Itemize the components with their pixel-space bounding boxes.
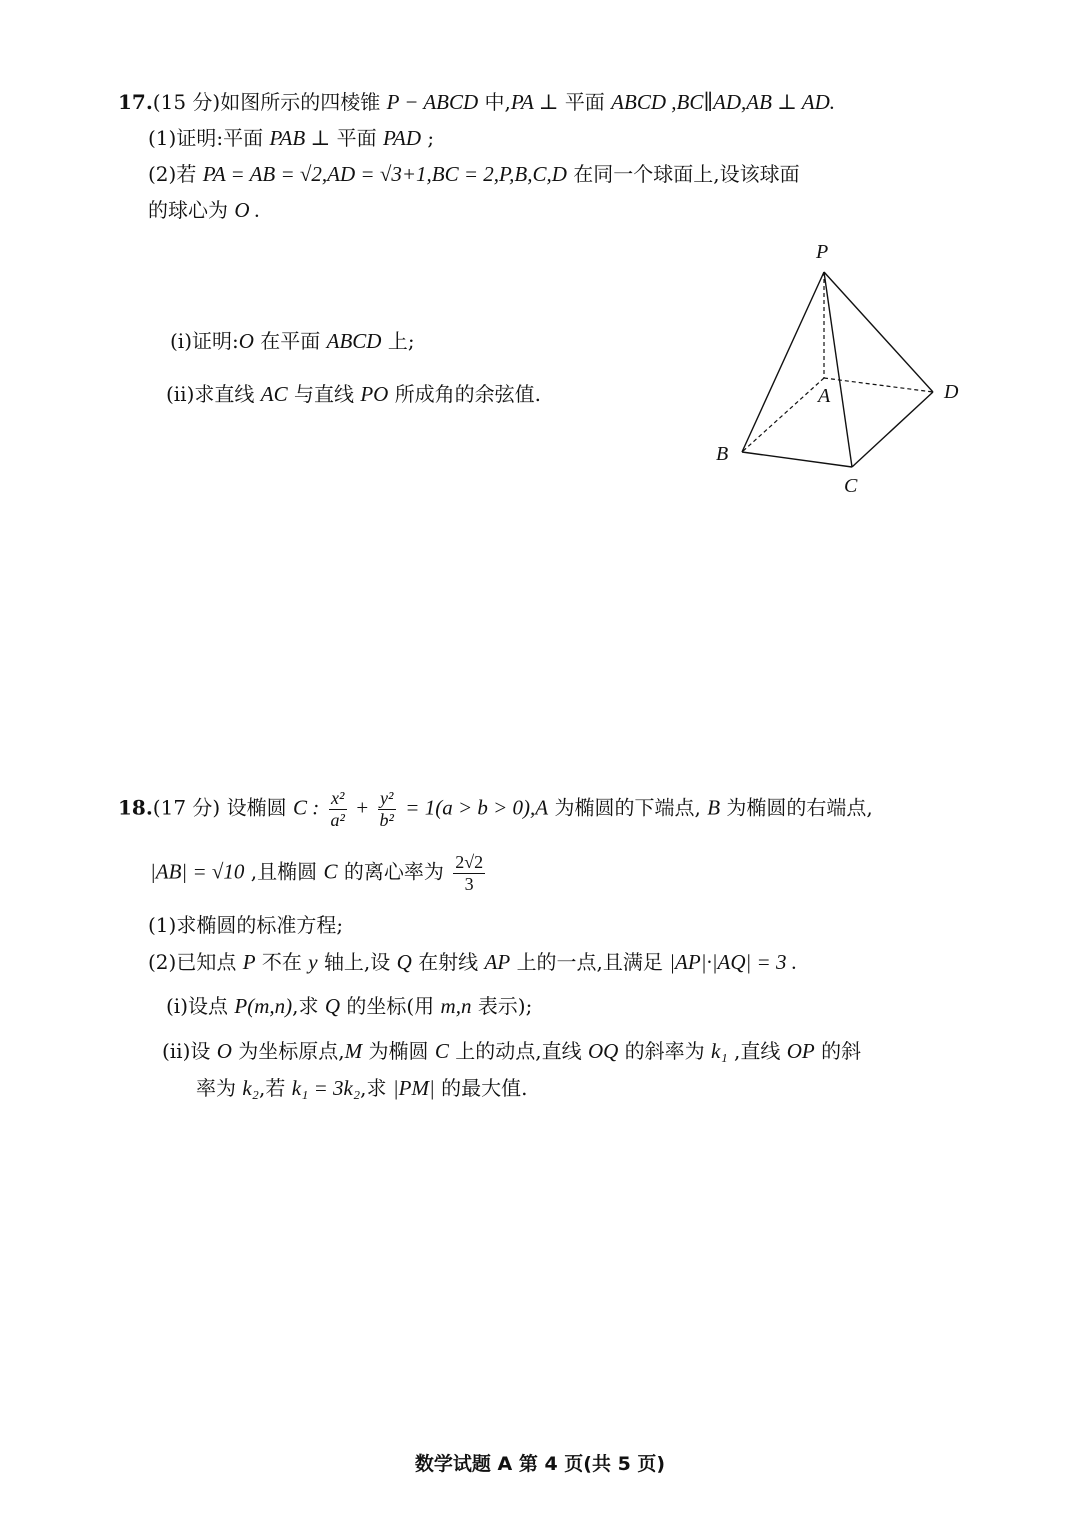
label-D: D — [944, 381, 959, 403]
q17-pii-label: (ⅱ)求直线 — [166, 382, 255, 406]
page-footer: 数学试题 A 第 4 页(共 5 页) — [414, 1453, 666, 1475]
q18-pii2-k2: k₂ — [242, 1076, 259, 1100]
q18-C: C — [323, 859, 338, 884]
q18-pi-mn: m,n — [440, 994, 472, 1018]
q18-pii-k1: k₁ — [711, 1039, 728, 1063]
q18-pii-M: M — [344, 1039, 363, 1063]
q18-pi-Q: Q — [324, 994, 340, 1018]
q17-p1-m2: PAD — [382, 126, 422, 150]
q18-pii2-t3: ,求 — [360, 1076, 387, 1100]
frac-den-a: a² — [330, 809, 345, 830]
q18-p2-AP: AP — [484, 950, 511, 974]
q18-p2-Q: Q — [396, 950, 412, 974]
q17-pi-O: O — [238, 329, 254, 353]
q17-p1-end: ; — [427, 126, 435, 150]
q18-part2-ii — [162, 1039, 861, 1064]
q18-text-a: 设椭圆 — [226, 795, 287, 820]
q17-p2-O: O . — [234, 198, 261, 222]
q17-pi-end: 上; — [387, 329, 415, 353]
q18-pi-t3: 表示); — [477, 994, 533, 1018]
edge-PB — [742, 272, 824, 452]
q18-number: 18. — [118, 795, 153, 820]
q18-p2-t1: 不在 — [261, 950, 302, 974]
frac-num-x: x² — [331, 788, 345, 808]
frac-den-b: b² — [379, 809, 394, 830]
q17-cond2: ABCD ,BC∥AD,AB ⊥ AD. — [611, 90, 836, 114]
q17-p2-text: 在同一个球面上,设该球面 — [573, 162, 800, 186]
label-A: A — [818, 385, 831, 407]
q17-cond1: PA ⊥ — [510, 90, 559, 114]
q18-pii2-t1: 率为 — [196, 1076, 236, 1100]
q18-text-b: 为椭圆的下端点, — [554, 795, 701, 820]
q18-p2-expr: |AP|·|AQ| = 3 . — [669, 950, 797, 974]
q17-p2-expr: PA = AB = √2,AD = √3+1,BC = 2,P,B,C,D — [202, 162, 567, 186]
q17-part2 — [148, 162, 800, 187]
q18-ab-expr: |AB| = √10 — [150, 859, 245, 884]
edge-BC — [742, 452, 852, 467]
q17-number: 17. — [118, 90, 153, 114]
q18-ellipse-C: C : — [292, 795, 320, 820]
q17-p1-mid: 平面 — [336, 126, 377, 150]
q18-text-c: 为椭圆的右端点, — [726, 795, 873, 820]
q18-pii2-t4: 的最大值. — [441, 1076, 528, 1100]
ecc-num: 2√2 — [455, 852, 484, 872]
edge-PC — [824, 272, 852, 467]
q17-pii-end: 所成角的余弦值. — [394, 382, 542, 406]
ecc-den: 3 — [453, 873, 485, 895]
q17-part1 — [148, 126, 434, 151]
label-B: B — [716, 443, 729, 465]
q17-part2-cont — [148, 198, 260, 223]
q18-pi-P: P(m,n) — [234, 994, 293, 1018]
pyramid-figure — [700, 230, 980, 510]
q17-pi-plane: ABCD — [326, 329, 382, 353]
edge-PD — [824, 272, 933, 392]
q18-pi-t2: 的坐标(用 — [346, 994, 435, 1018]
q17-part2-ii — [166, 382, 541, 407]
q18-pii-OP: OP — [786, 1039, 815, 1063]
q18-pii-C: C — [434, 1039, 449, 1063]
q17-pyramid-expr: P − ABCD — [386, 90, 479, 114]
q18-pii-OQ: OQ — [587, 1039, 619, 1063]
frac-num-y: y² — [380, 788, 394, 808]
q18-eq-rest: = 1(a > b > 0),A — [405, 795, 549, 820]
q18-pii-t2: 为椭圆 — [368, 1039, 429, 1063]
q18-pi-label: (ⅰ)设点 — [166, 994, 229, 1018]
q17-p2-label: (2)若 — [148, 162, 197, 186]
q18-text-e: 的离心率为 — [343, 859, 444, 884]
q18-pi-t1: ,求 — [292, 994, 319, 1018]
q18-B: B — [707, 795, 721, 820]
q17-line1 — [118, 90, 835, 115]
q17-intro: 如图所示的四棱锥 — [220, 90, 381, 114]
q17-intro-c: 平面 — [564, 90, 605, 114]
q18-points: (17 分) — [152, 795, 221, 820]
q18-text-d: ,且椭圆 — [250, 859, 318, 884]
q18-pii2-PM: |PM| — [392, 1076, 435, 1100]
q17-points: (15 分) — [152, 90, 221, 114]
q18-p2-t3: 在射线 — [418, 950, 479, 974]
q18-p2-P: P — [242, 950, 256, 974]
q18-pii-t3: 上的动点,直线 — [455, 1039, 582, 1063]
q18-part2-i — [166, 994, 532, 1019]
q18-pii-t4: 的斜率为 — [624, 1039, 705, 1063]
q18-p2-label: (2)已知点 — [148, 950, 237, 974]
fraction-y2-b2 — [378, 788, 396, 830]
q18-line2 — [150, 852, 488, 894]
q17-pii-AC: AC — [260, 382, 288, 406]
fraction-x2-a2 — [329, 788, 347, 830]
q18-p1: (1)求椭圆的标准方程; — [148, 913, 344, 937]
q18-pii2-expr: k₁ = 3k₂ — [291, 1076, 361, 1100]
q18-pii2-t2: ,若 — [258, 1076, 286, 1100]
q17-p1-m1: PAB ⊥ — [269, 126, 331, 150]
edge-AB-hidden — [742, 378, 824, 452]
q17-pi-text: 在平面 — [260, 329, 321, 353]
q17-pi-label: (ⅰ)证明: — [170, 329, 239, 353]
q18-pii-t5: ,直线 — [734, 1039, 781, 1063]
q17-part2-i — [170, 329, 415, 354]
q18-pii-t1: 为坐标原点, — [238, 1039, 345, 1063]
q18-part2-ii-cont — [196, 1076, 527, 1101]
q18-pii-label: (ⅱ)设 — [162, 1039, 211, 1063]
q17-pii-PO: PO — [360, 382, 389, 406]
edge-CD — [852, 392, 933, 467]
label-P: P — [816, 241, 829, 263]
q18-part1 — [148, 913, 343, 937]
q18-plus: + — [356, 795, 369, 820]
q18-p2-y: y — [308, 950, 318, 974]
q18-pii-O: O — [216, 1039, 232, 1063]
q17-pii-mid: 与直线 — [293, 382, 354, 406]
label-C: C — [844, 475, 858, 497]
fraction-eccentricity — [453, 852, 485, 894]
q17-intro-b: 中, — [484, 90, 511, 114]
q18-pii-t6: 的斜 — [821, 1039, 862, 1063]
q17-p1-label: (1)证明:平面 — [148, 126, 264, 150]
q18-p2-t4: 上的一点,且满足 — [516, 950, 663, 974]
q18-part2 — [148, 950, 797, 975]
q18-p2-t2: 轴上,设 — [323, 950, 391, 974]
q17-p2-cont: 的球心为 — [148, 198, 228, 222]
q18-line1 — [118, 788, 873, 830]
